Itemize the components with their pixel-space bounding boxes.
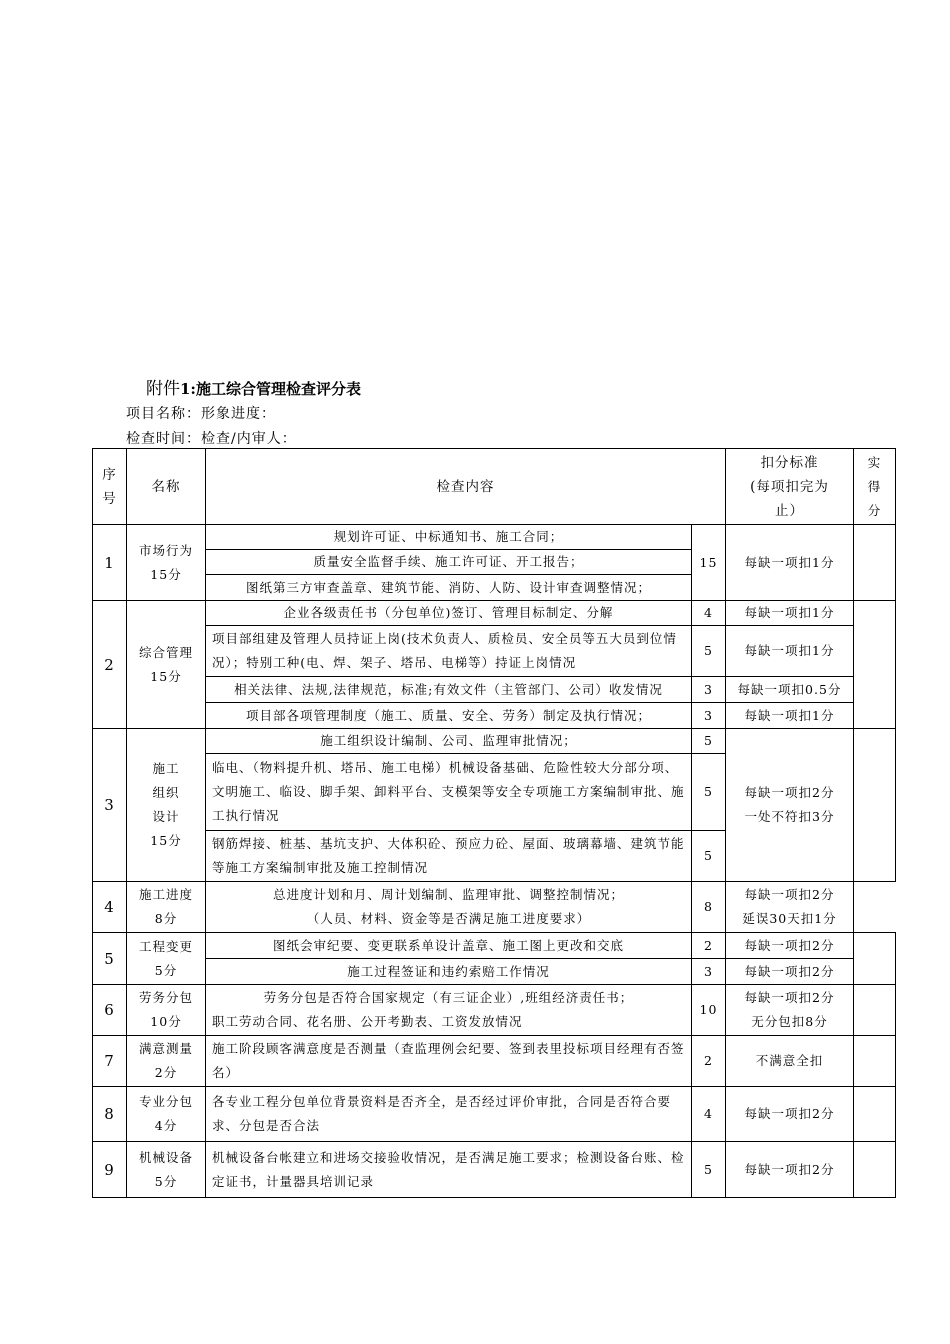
row-score: 5 <box>692 626 726 677</box>
check-item: 相关法律、法规,法律规范，标准;有效文件（主管部门、公司）收发情况 <box>206 677 692 703</box>
actual-score-cell[interactable] <box>854 933 896 985</box>
row-score: 5 <box>692 754 726 831</box>
row-standard: 每缺一项扣2分 <box>726 933 854 959</box>
row-category: 劳务分包 10分 <box>127 985 206 1036</box>
check-item: 机械设备台帐建立和进场交接验收情况，是否满足施工要求；检测设备台账、检定证书，计量器具培训记录 <box>206 1142 692 1198</box>
check-item: 项目部组建及管理人员持证上岗(技术负责人、质检员、安全员等五大员到位情况）；特别工种(电、焊、架子、塔吊、电梯等）持证上岗情况 <box>206 626 692 677</box>
row-category: 工程变更 5分 <box>127 933 206 985</box>
row-score: 4 <box>692 601 726 626</box>
check-item <box>206 985 692 1036</box>
row-standard: 每缺一项扣2分 <box>726 1142 854 1198</box>
row-category: 施工 组织 设计 15分 <box>127 729 206 882</box>
row-standard: 每缺一项扣2分 <box>726 959 854 985</box>
header-seq: 序 号 <box>93 449 127 525</box>
row-score: 3 <box>692 677 726 703</box>
table-row <box>93 729 896 754</box>
row-score: 5 <box>692 1142 726 1198</box>
header-actual: 实 得 分 <box>854 449 896 525</box>
check-item: 总进度计划和月、周计划编制、监理审批、调整控制情况； （人员、材料、资金等是否满足施工进度要求） <box>206 882 692 933</box>
actual-score-cell[interactable] <box>854 1087 896 1142</box>
row-number: 6 <box>93 985 127 1036</box>
row-standard: 每缺一项扣0.5分 <box>726 677 854 703</box>
row-score: 5 <box>692 831 726 882</box>
actual-score-cell[interactable] <box>854 985 896 1036</box>
row-score: 10 <box>692 985 726 1036</box>
row-score: 15 <box>692 525 726 601</box>
table-row <box>93 933 896 959</box>
check-item: 施工过程签证和违约索赔工作情况 <box>206 959 692 985</box>
row-score: 8 <box>692 882 726 933</box>
row-number: 5 <box>93 933 127 985</box>
check-item: 临电、（物料提升机、塔吊、施工电梯）机械设备基础、危险性较大分部分项、文明施工、临设、脚手架、卸料平台、支模架等安全专项施工方案编制审批、施工执行情况 <box>206 754 692 831</box>
header-row <box>93 449 896 525</box>
row-score: 4 <box>692 1087 726 1142</box>
row-score: 2 <box>692 933 726 959</box>
row-score: 5 <box>692 729 726 754</box>
table-row <box>93 985 896 1036</box>
check-item: 质量安全监督手续、施工许可证、开工报告； <box>206 550 692 575</box>
table-row <box>93 1087 896 1142</box>
row-category: 综合管理 15分 <box>127 601 206 729</box>
row-standard: 每缺一项扣2分 无分包扣8分 <box>726 985 854 1036</box>
row-category: 施工进度 8分 <box>127 882 206 933</box>
row-number: 9 <box>93 1142 127 1198</box>
row-category: 满意测量 2分 <box>127 1036 206 1087</box>
actual-score-cell[interactable] <box>854 1036 896 1087</box>
check-item-line: 劳务分包是否符合国家规定（有三证企业）,班组经济责任书； <box>263 990 634 1005</box>
row-category: 市场行为 15分 <box>127 525 206 601</box>
table-row <box>93 959 896 985</box>
check-item: 图纸第三方审查盖章、建筑节能、消防、人防、设计审查调整情况； <box>206 575 692 601</box>
table-row <box>93 1142 896 1198</box>
row-standard: 每缺一项扣2分 延误30天扣1分 <box>726 882 854 933</box>
row-standard: 每缺一项扣1分 <box>726 601 854 626</box>
check-item: 企业各级责任书（分包单位)签订、管理目标制定、分解 <box>206 601 692 626</box>
table-row <box>93 1036 896 1087</box>
project-name-label: 项目名称：形象进度： <box>126 406 276 422</box>
check-time-label: 检查时间：检查/内审人： <box>126 431 297 447</box>
title-prefix: 附件 <box>146 379 180 399</box>
row-number: 2 <box>93 601 127 729</box>
table-row <box>93 525 896 550</box>
actual-score-cell[interactable] <box>854 729 896 882</box>
check-item: 规划许可证、中标通知书、施工合同； <box>206 525 692 550</box>
score-table <box>92 448 896 1198</box>
actual-score-cell[interactable] <box>854 601 896 729</box>
document-title <box>146 374 361 399</box>
actual-score-cell[interactable] <box>854 525 896 601</box>
check-item: 钢筋焊接、桩基、基坑支护、大体积砼、预应力砼、屋面、玻璃幕墙、建筑节能等施工方案编制审批及施工控制情况 <box>206 831 692 882</box>
row-number: 1 <box>93 525 127 601</box>
table-row <box>93 882 896 933</box>
header-name: 名称 <box>127 449 206 525</box>
row-score: 3 <box>692 703 726 729</box>
row-category: 专业分包 4分 <box>127 1087 206 1142</box>
row-number: 3 <box>93 729 127 882</box>
check-item: 图纸会审纪要、变更联系单设计盖章、施工图上更改和交底 <box>206 933 692 959</box>
row-standard: 每缺一项扣1分 <box>726 626 854 677</box>
check-item: 施工阶段顾客满意度是否测量（查监理例会纪要、签到表里投标项目经理有否签名） <box>206 1036 692 1087</box>
row-number: 8 <box>93 1087 127 1142</box>
header-standard: 扣分标准 (每项扣完为 止） <box>726 449 854 525</box>
row-standard: 每缺一项扣2分 一处不符扣3分 <box>726 729 854 882</box>
row-standard: 每缺一项扣1分 <box>726 703 854 729</box>
row-number: 7 <box>93 1036 127 1087</box>
row-category: 机械设备 5分 <box>127 1142 206 1198</box>
table-row <box>93 601 896 626</box>
check-item: 各专业工程分包单位背景资料是否齐全，是否经过评价审批，合同是否符合要求、分包是否合法 <box>206 1087 692 1142</box>
row-number: 4 <box>93 882 127 933</box>
check-item-line: 职工劳动合同、花名册、公开考勤表、工资发放情况 <box>212 1014 523 1029</box>
header-content: 检查内容 <box>206 449 726 525</box>
row-score: 3 <box>692 959 726 985</box>
title-main: 1:施工综合管理检查评分表 <box>180 380 361 398</box>
row-standard: 每缺一项扣1分 <box>726 525 854 601</box>
row-standard: 每缺一项扣2分 <box>726 1087 854 1142</box>
table-row <box>93 677 896 703</box>
row-standard: 不满意全扣 <box>726 1036 854 1087</box>
table-row <box>93 626 896 677</box>
actual-score-cell[interactable] <box>854 1142 896 1198</box>
check-item: 项目部各项管理制度（施工、质量、安全、劳务）制定及执行情况； <box>206 703 692 729</box>
row-score: 2 <box>692 1036 726 1087</box>
check-item: 施工组织设计编制、公司、监理审批情况； <box>206 729 692 754</box>
table-row <box>93 703 896 729</box>
actual-score-cell[interactable] <box>854 882 896 933</box>
